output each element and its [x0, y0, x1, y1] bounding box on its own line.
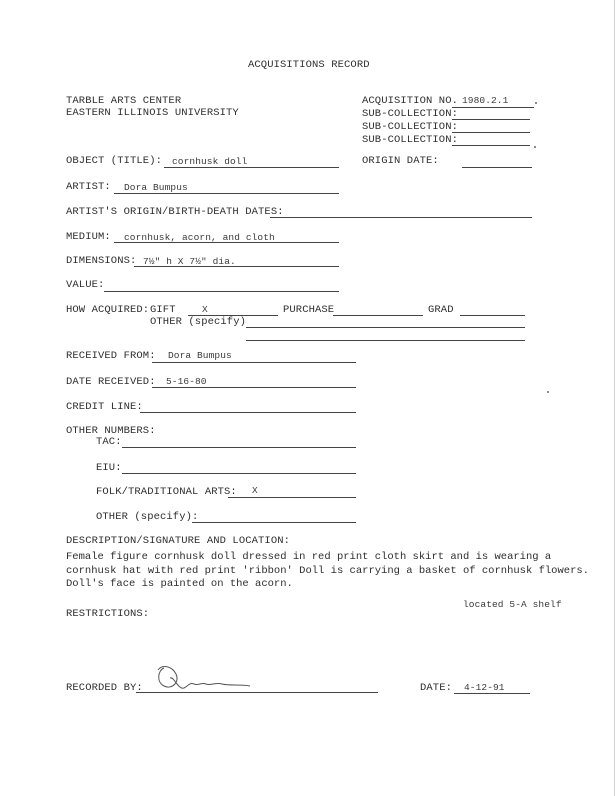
sub-collection-label-2: SUB-COLLECTION: — [362, 121, 459, 133]
received-from-line — [152, 362, 356, 363]
signature-image — [150, 660, 260, 696]
artist-line — [114, 193, 339, 194]
folk-traditional-line — [228, 497, 356, 498]
acquisition-no-label: ACQUISITION NO. — [362, 95, 459, 107]
tac-line — [122, 447, 356, 448]
value-label: VALUE: — [66, 279, 105, 291]
artists-origin-label: ARTIST'S ORIGIN/BIRTH-DEATH DATES: — [66, 206, 284, 218]
other-specify-number-label: OTHER (specify): — [96, 511, 199, 523]
sub-collection-line-2 — [452, 132, 530, 133]
date-received-line — [152, 387, 356, 388]
gift-label: GIFT — [150, 304, 176, 316]
how-acquired-label: HOW ACQUIRED: — [66, 304, 150, 316]
restrictions-label: RESTRICTIONS: — [66, 608, 150, 620]
specks — [547, 391, 549, 393]
value-line — [104, 291, 339, 292]
sub-collection-line-1 — [452, 119, 530, 120]
purchase-label: PURCHASE — [283, 304, 335, 316]
credit-line-line — [140, 412, 356, 413]
credit-line-label: CREDIT LINE: — [66, 401, 143, 413]
other-numbers-label: OTHER NUMBERS: — [66, 425, 156, 437]
sub-collection-label-3: SUB-COLLECTION: — [362, 134, 459, 146]
specks — [534, 146, 536, 148]
medium-line — [114, 242, 339, 243]
date-value: 4-12-91 — [464, 682, 505, 693]
object-title-line — [164, 167, 339, 168]
form-title: ACQUISITIONS RECORD — [248, 59, 370, 71]
university-name: EASTERN ILLINOIS UNIVERSITY — [66, 107, 239, 119]
artist-label: ARTIST: — [66, 181, 111, 193]
origin-date-label: ORIGIN DATE: — [362, 155, 439, 167]
folk-traditional-label: FOLK/TRADITIONAL ARTS: — [96, 486, 237, 498]
acquisition-no-line — [452, 107, 534, 108]
sub-collection-line-3 — [452, 145, 530, 146]
gift-value: X — [202, 304, 208, 315]
sub-collection-label-1: SUB-COLLECTION: — [362, 108, 459, 120]
purchase-line — [333, 315, 423, 316]
recorded-by-label: RECORDED BY: — [66, 682, 143, 694]
institution-name: TARBLE ARTS CENTER — [66, 95, 182, 107]
specks — [535, 102, 537, 104]
description-text: Female figure cornhusk doll dressed in red print cloth skirt and is wearing a cornhusk hat with red print 'ribbon' Doll is carrying a basket of cornhusk flowers. Doll's face is painted on the acorn. — [66, 551, 589, 590]
eiu-label: EIU: — [96, 462, 122, 474]
grad-line — [460, 315, 525, 316]
origin-date-line — [462, 167, 532, 168]
other-specify-label: OTHER (specify) — [150, 316, 247, 328]
tac-label: TAC: — [96, 436, 122, 448]
dimensions-label: DIMENSIONS: — [66, 255, 137, 267]
location-note: located 5-A shelf — [463, 599, 562, 610]
date-received-label: DATE RECEIVED: — [66, 376, 156, 388]
description-label: DESCRIPTION/SIGNATURE AND LOCATION: — [66, 535, 291, 547]
dimensions-line — [134, 266, 339, 267]
acquisition-no-value: 1980.2.1 — [462, 95, 509, 106]
other-specify-line-2 — [246, 340, 525, 341]
date-received-value: 5-16-80 — [166, 376, 207, 387]
dimensions-value: 7½" h X 7½" dia. — [143, 256, 236, 267]
received-from-value: Dora Bumpus — [168, 350, 232, 361]
date-line — [454, 693, 530, 694]
grad-label: GRAD — [428, 304, 454, 316]
object-title-value: cornhusk doll — [172, 156, 248, 167]
received-from-label: RECEIVED FROM: — [66, 350, 156, 362]
artist-value: Dora Bumpus — [124, 182, 188, 193]
folk-traditional-value: X — [252, 485, 258, 496]
date-label: DATE: — [420, 682, 453, 694]
artists-origin-line — [270, 217, 532, 218]
object-title-label: OBJECT (TITLE): — [66, 155, 163, 167]
medium-label: MEDIUM: — [66, 231, 111, 243]
other-specify-line-1 — [246, 327, 525, 328]
medium-value: cornhusk, acorn, and cloth — [124, 232, 275, 243]
eiu-line — [122, 473, 356, 474]
other-specify-number-line — [192, 522, 356, 523]
